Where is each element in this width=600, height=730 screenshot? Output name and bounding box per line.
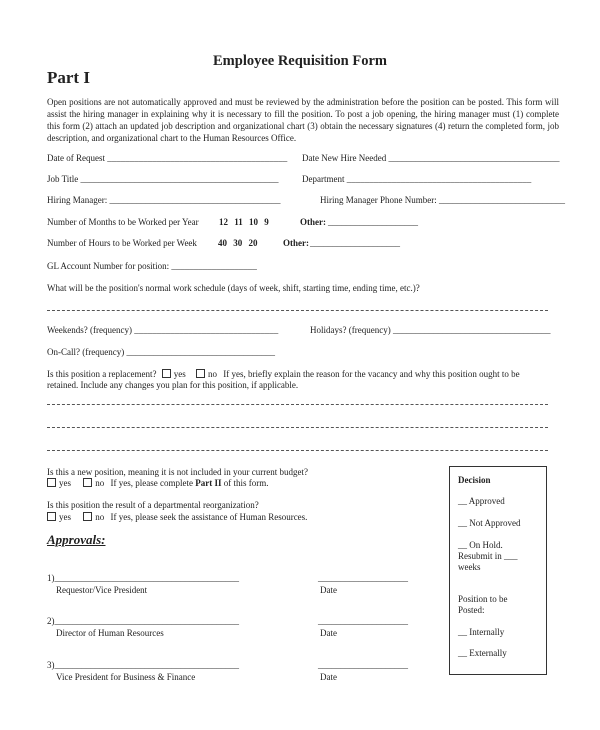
hours-other-field[interactable]: ____________________ [310, 238, 400, 248]
replacement-no-label: no [207, 369, 217, 379]
replacement-no-checkbox[interactable] [196, 369, 205, 378]
hours-options[interactable]: 40 30 20 [218, 238, 258, 248]
reorg-if-text: If yes, please seek the assistance of Human Resources. [110, 512, 308, 522]
weekends-field[interactable]: Weekends? (frequency) ________________________________ [47, 325, 279, 335]
form-title: Employee Requisition Form [213, 53, 387, 69]
decision-approved[interactable]: __ Approved [458, 496, 505, 506]
job-title-field[interactable]: Job Title ____________________________________________ [47, 174, 279, 184]
replacement-explain-2: retained. Include any changes you plan for this position, if applicable. [47, 380, 299, 390]
approval-3-signature-line[interactable]: 3)_________________________________________ [47, 660, 239, 670]
reorg-row [47, 511, 307, 523]
hiring-manager-phone-field[interactable]: Hiring Manager Phone Number: ____________________________ [320, 195, 565, 205]
replacement-answer-line-3[interactable] [47, 450, 548, 451]
approval-2-date-line[interactable]: ____________________ [318, 616, 408, 626]
new-position-part2: Part II [195, 478, 222, 488]
oncall-field[interactable]: On-Call? (frequency) _________________________________ [47, 347, 275, 357]
new-position-no-checkbox[interactable] [83, 478, 92, 487]
decision-on-hold[interactable]: __ On Hold. [458, 540, 503, 550]
new-position-row [47, 477, 268, 489]
months-options[interactable]: 12 11 10 9 [219, 217, 269, 227]
new-position-question: Is this a new position, meaning it is not included in your current budget? [47, 467, 308, 477]
date-of-request-field[interactable]: Date of Request ________________________________________ [47, 153, 288, 163]
approval-1-signature-line[interactable]: 1)_________________________________________ [47, 573, 239, 583]
replacement-question: Is this position a replacement? [47, 369, 157, 379]
reorg-yes-label: yes [59, 512, 71, 522]
approval-1-title: Requestor/Vice President [56, 585, 148, 595]
replacement-answer-line-2[interactable] [47, 427, 548, 428]
hours-label: Number of Hours to be Worked per Week [47, 238, 197, 248]
replacement-yes-checkbox[interactable] [162, 369, 171, 378]
approval-3-date-line[interactable]: ____________________ [318, 660, 408, 670]
date-new-hire-field[interactable]: Date New Hire Needed ______________________________________ [302, 153, 560, 163]
months-other-label: Other: [300, 217, 326, 227]
new-position-no-label: no [95, 478, 105, 488]
decision-posted-1: Position to be [458, 594, 508, 604]
department-field[interactable]: Department _________________________________________ [302, 174, 532, 184]
months-other-field[interactable]: ____________________ [328, 217, 418, 227]
reorg-no-checkbox[interactable] [83, 512, 92, 521]
approval-2-signature-line[interactable]: 2)_________________________________________ [47, 616, 239, 626]
decision-box [449, 466, 547, 675]
decision-not-approved[interactable]: __ Not Approved [458, 518, 521, 528]
approvals-heading: Approvals: [47, 532, 106, 547]
new-position-if-text: If yes, please complete [110, 478, 193, 488]
new-position-yes-label: yes [59, 478, 71, 488]
schedule-question: What will be the position's normal work schedule (days of week, shift, starting time, ending time, etc.)? [47, 283, 420, 293]
decision-weeks: weeks [458, 562, 481, 572]
hours-other-label: Other: [283, 238, 309, 248]
replacement-answer-line-1[interactable] [47, 404, 548, 405]
approval-3-title: Vice President for Business & Finance [56, 672, 196, 682]
new-position-if-suffix: of this form. [223, 478, 269, 488]
approval-3-date-label: Date [320, 672, 337, 682]
decision-heading: Decision [458, 475, 491, 485]
schedule-answer-line[interactable] [47, 310, 548, 311]
approval-2-date-label: Date [320, 628, 337, 638]
gl-account-field[interactable]: GL Account Number for position: ___________________ [47, 261, 257, 271]
decision-posted-2: Posted: [458, 605, 485, 615]
replacement-explain: If yes, briefly explain the reason for the vacancy and why this position ought to be [223, 369, 520, 379]
part-heading: Part I [47, 68, 90, 87]
months-label: Number of Months to be Worked per Year [47, 217, 199, 227]
holidays-field[interactable]: Holidays? (frequency) ___________________________________ [310, 325, 551, 335]
replacement-yes-label: yes [173, 369, 186, 379]
reorg-no-label: no [95, 512, 105, 522]
intro-paragraph: Open positions are not automatically approved and must be reviewed by the administration before the position can be posted. This form will assist the hiring manager in explaining why it is necessary to fill the position. To post a job opening, the hiring manager must (1) complete this form (2) attach an updated job description and organizational chart (3) obtain the necessary signatures (4) return the completed form, job description, and organizational chart to the Human Resources Office. [47, 97, 559, 143]
decision-externally[interactable]: __ Externally [458, 648, 507, 658]
decision-internally[interactable]: __ Internally [458, 627, 505, 637]
new-position-yes-checkbox[interactable] [47, 478, 56, 487]
approval-2-title: Director of Human Resources [56, 628, 164, 638]
approval-1-date-label: Date [320, 585, 337, 595]
reorg-yes-checkbox[interactable] [47, 512, 56, 521]
decision-resubmit[interactable]: Resubmit in ___ [458, 551, 518, 561]
reorg-question: Is this position the result of a departmental reorganization? [47, 500, 259, 510]
hiring-manager-field[interactable]: Hiring Manager: ______________________________________ [47, 195, 281, 205]
approval-1-date-line[interactable]: ____________________ [318, 573, 408, 583]
